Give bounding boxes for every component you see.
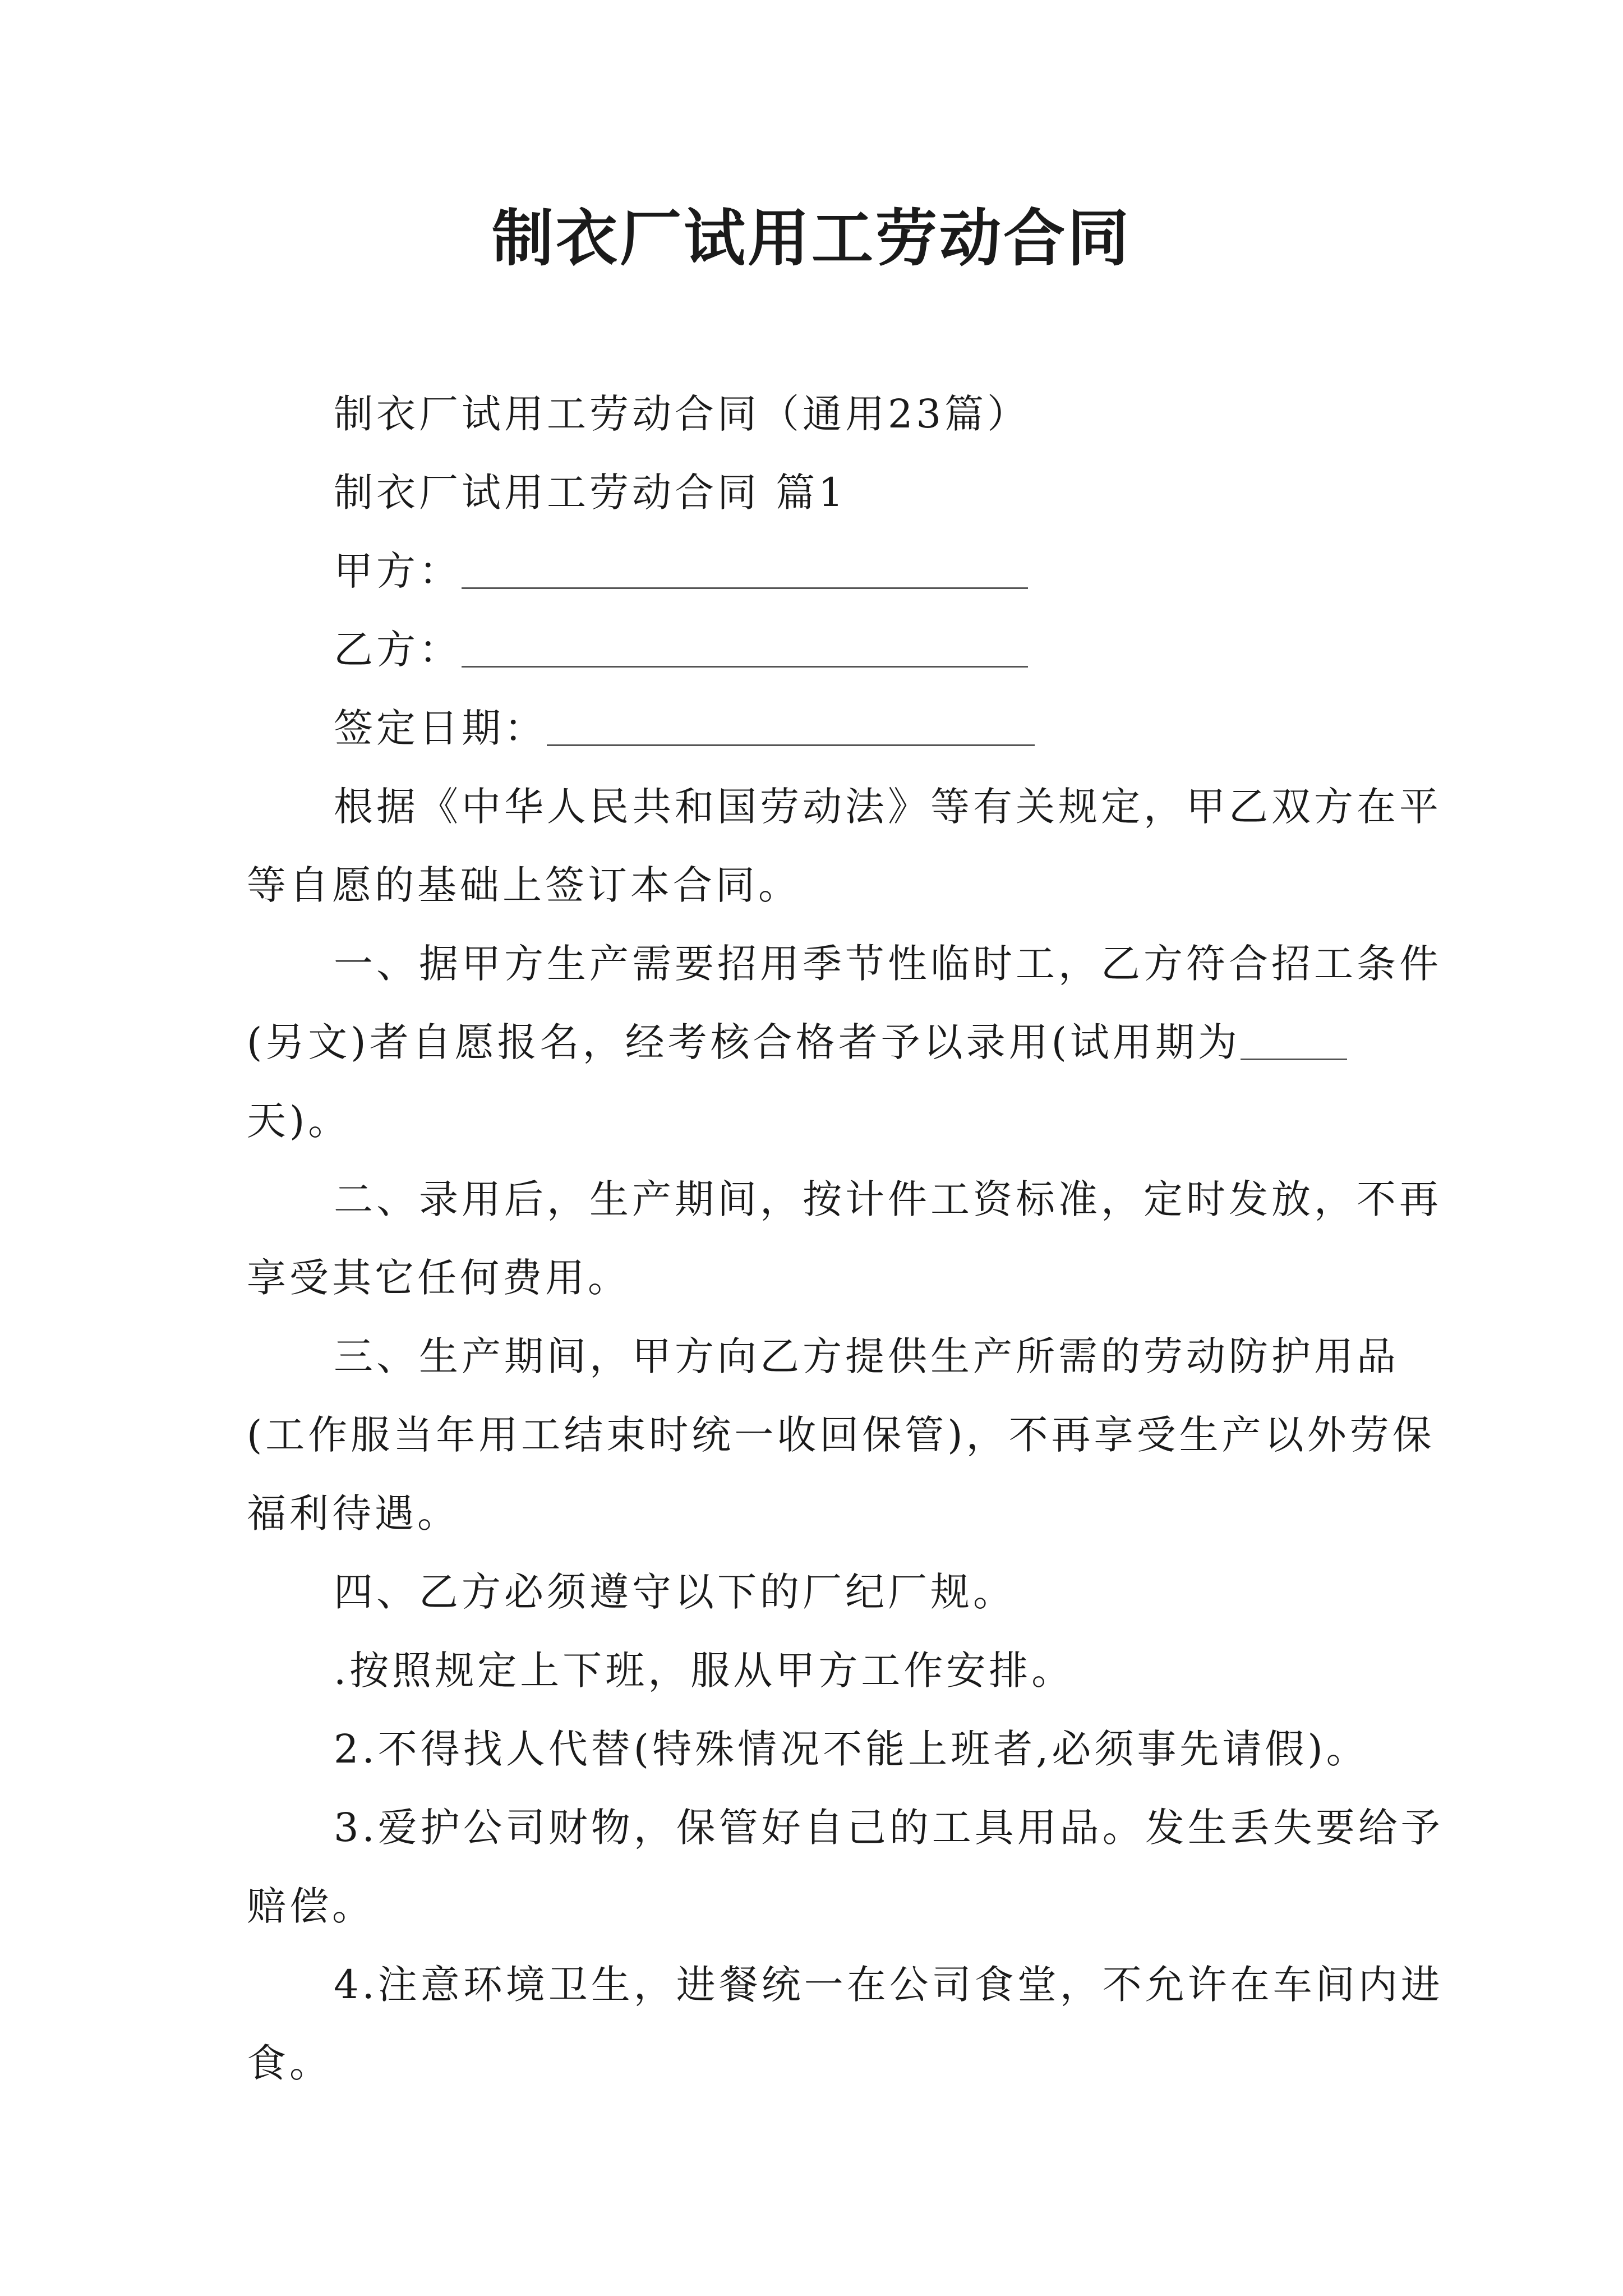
clause-1	[247, 924, 1453, 1160]
document-body	[247, 375, 1453, 2102]
clause-3: 三、生产期间，甲方向乙方提供生产所需的劳动防护用品(工作服当年用工结束时统一收回保管)，不再享受生产以外劳保福利待遇。	[247, 1333, 1435, 1536]
clause-1-end: 天)。	[247, 1098, 351, 1144]
clause-4: 四、乙方必须遵守以下的厂纪厂规。	[334, 1569, 1016, 1615]
sign-date-label: 签定日期：	[334, 705, 547, 751]
document-subtitle: 制衣厂试用工劳动合同（通用23篇）	[334, 391, 1030, 437]
party-b-label: 乙方：	[334, 627, 462, 673]
party-a-label: 甲方：	[334, 548, 462, 594]
clause-2: 二、录用后，生产期间，按计件工资标准，定时发放，不再享受其它任何费用。	[247, 1176, 1442, 1301]
party-b-row	[247, 610, 1453, 689]
trial-days-blank	[1241, 1019, 1347, 1060]
document-title: 制衣厂试用工劳动合同	[492, 202, 1131, 274]
rule-4: 4.注意环境卫生，进餐统一在公司食堂，不允许在车间内进食。	[247, 1962, 1444, 2086]
intro-paragraph: 根据《中华人民共和国劳动法》等有关规定，甲乙双方在平等自愿的基础上签订本合同。	[247, 784, 1442, 908]
sign-date-row	[247, 689, 1453, 767]
rule-1: .按照规定上下班，服从甲方工作安排。	[334, 1648, 1075, 1694]
party-b-blank	[462, 627, 1028, 668]
section-heading: 制衣厂试用工劳动合同 篇1	[334, 470, 847, 516]
sign-date-blank	[547, 705, 1035, 746]
party-a-row	[247, 532, 1453, 610]
party-a-blank	[462, 548, 1028, 589]
clause-1-text: 一、据甲方生产需要招用季节性临时工，乙方符合招工条件(另文)者自愿报名，经考核合格者予以录用(试用期为	[247, 941, 1442, 1065]
rule-3: 3.爱护公司财物，保管好自己的工具用品。发生丢失要给予赔偿。	[247, 1805, 1444, 1929]
rule-2: 2.不得找人代替(特殊情况不能上班者,必须事先请假)。	[334, 1726, 1369, 1772]
